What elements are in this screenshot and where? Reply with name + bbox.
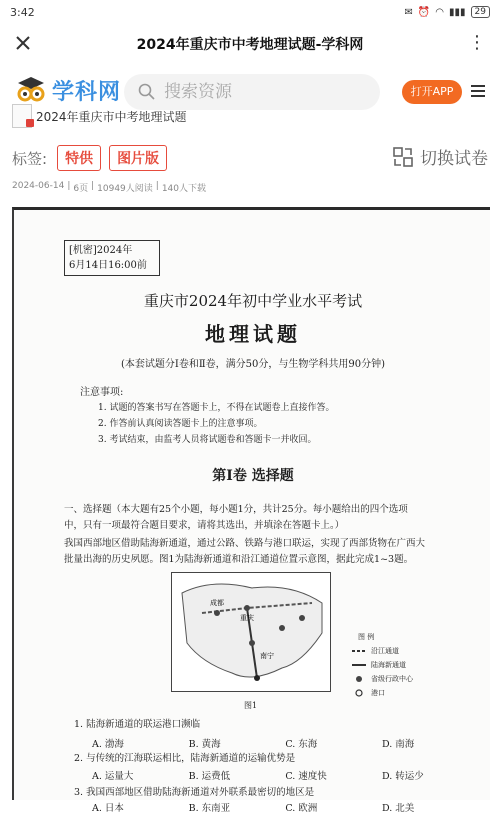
exam-subtitle: (本套试题分Ⅰ卷和Ⅱ卷，满分50分，与生物学科共用90分钟) <box>121 359 385 370</box>
legend-port-icon <box>352 689 366 697</box>
question-options <box>92 736 472 750</box>
note-item: 1. 试题的答案书写在答题卡上，不得在试题卷上直接作答。 <box>98 403 335 413</box>
notes-title: 注意事项: <box>80 387 124 398</box>
meta-downloads: 140人下载 <box>161 184 207 194</box>
confidential-line: 6月14日16:00前 <box>69 260 147 271</box>
switch-paper-label: 切换试卷 <box>420 149 488 169</box>
legend-item <box>352 658 413 672</box>
logo-owl-icon <box>14 73 48 107</box>
signal-icon: ▮▮▮ <box>449 6 466 18</box>
figure-caption: 图1 <box>244 701 258 710</box>
hamburger-icon <box>468 80 488 102</box>
note-item: 3. 考试结束，由监考人员将试题卷和答题卡一并收回。 <box>98 435 317 445</box>
question-stem: 1. 陆海新通道的联运港口濒临 <box>74 719 201 730</box>
option: A. 渤海 <box>92 739 124 750</box>
document-file-icon <box>12 104 32 128</box>
legend-land-sea-route-icon <box>352 662 366 668</box>
legend-item <box>352 672 413 686</box>
notification-icon: ✉ <box>404 6 413 18</box>
note-item: 2. 作答前认真阅读答题卡上的注意事项。 <box>98 419 263 429</box>
legend-label: 省级行政中心 <box>371 675 413 683</box>
meta-pages: 6页 <box>73 184 89 194</box>
battery-icon: 29 <box>471 6 490 18</box>
legend-river-route-icon <box>352 648 366 654</box>
more-icon: ⋮ <box>468 32 486 53</box>
instruction-line: 中，只有一项最符合题目要求，请将其选出，并填涂在答题卡上。） <box>64 520 345 531</box>
document-label <box>12 104 187 128</box>
legend-item <box>352 686 413 700</box>
title-bar <box>0 24 500 64</box>
meta-reads: 10949人阅读 <box>97 184 153 194</box>
legend-label: 沿江通道 <box>371 647 399 655</box>
section-title: 第Ⅰ卷 选择题 <box>212 468 294 484</box>
option: A. 运量大 <box>92 771 134 782</box>
window-title: 2024年重庆市中考地理试题-学科网 <box>136 37 364 53</box>
tag-special[interactable]: 特供 <box>57 145 101 171</box>
meta-separator: | <box>91 181 95 191</box>
status-bar <box>0 0 500 24</box>
exam-subject-title: 地理试题 <box>205 322 301 346</box>
document-meta <box>12 181 206 194</box>
legend-title: 图 例 <box>358 633 375 641</box>
more-options-button[interactable] <box>462 28 492 58</box>
option: B. 东南亚 <box>188 803 231 814</box>
legend-capital-icon <box>352 675 366 683</box>
confidential-line: [机密]2024年 <box>69 245 133 256</box>
switch-icon <box>392 146 414 168</box>
map-legend <box>352 630 413 700</box>
option: D. 北美 <box>381 803 415 814</box>
search-input[interactable] <box>164 82 364 102</box>
option: D. 转运少 <box>381 771 424 782</box>
tag-image-version[interactable]: 图片版 <box>109 145 167 171</box>
context-line: 我国西部地区借助陆海新通道，通过公路、铁路与港口联运，实现了西部货物在广西大 <box>64 538 426 549</box>
exam-paper-preview[interactable] <box>12 207 490 814</box>
wifi-icon: ◠ <box>435 6 445 18</box>
menu-button[interactable] <box>468 80 488 102</box>
open-app-button[interactable]: 打开APP <box>402 80 462 104</box>
meta-date: 2024-06-14 <box>12 181 65 191</box>
map-label-chongqing: 重庆 <box>240 614 254 622</box>
alarm-icon: ⏰ <box>417 6 431 18</box>
meta-separator: | <box>155 181 159 191</box>
figure-map <box>171 572 331 692</box>
option: B. 运费低 <box>188 771 231 782</box>
tags-row <box>12 144 488 172</box>
close-button[interactable] <box>8 28 38 58</box>
context-line: 批量出海的历史夙愿。图1为陆海新通道和沿江通道位置示意图，据此完成1~3题。 <box>64 554 414 565</box>
map-label-nanning: 南宁 <box>260 652 274 660</box>
tags-label: 标签: <box>12 149 48 168</box>
option: A. 日本 <box>92 803 124 814</box>
exam-title: 重庆市2024年初中学业水平考试 <box>143 292 363 310</box>
question-options <box>92 800 472 814</box>
option: C. 欧洲 <box>285 803 318 814</box>
map-illustration <box>172 573 332 693</box>
logo-text: 学科网 <box>52 79 122 105</box>
question-options <box>92 768 472 782</box>
option: C. 东海 <box>285 739 318 750</box>
question-stem: 3. 我国西部地区借助陆海新通道对外联系最密切的地区是 <box>74 787 315 798</box>
document-label-text: 2024年重庆市中考地理试题 <box>36 109 187 124</box>
option: B. 黄海 <box>188 739 221 750</box>
instruction-line: 一、选择题（本大题有25个小题，每小题1分，共计25分。每小题给出的四个选项 <box>64 504 408 515</box>
legend-label: 陆海新通道 <box>371 661 406 669</box>
status-time: 3:42 <box>10 5 35 19</box>
confidential-box <box>64 240 160 276</box>
legend-item <box>352 644 413 658</box>
option: C. 速度快 <box>285 771 327 782</box>
question-stem: 2. 与传统的江海联运相比，陆海新通道的运输优势是 <box>74 753 296 764</box>
status-icons <box>404 6 490 18</box>
switch-paper-button[interactable] <box>392 144 488 169</box>
meta-separator: | <box>67 181 71 191</box>
map-label-chengdu: 成都 <box>210 599 224 607</box>
close-icon <box>8 28 38 58</box>
legend-label: 港口 <box>371 689 385 697</box>
option: D. 南海 <box>381 739 415 750</box>
search-icon <box>138 83 156 101</box>
